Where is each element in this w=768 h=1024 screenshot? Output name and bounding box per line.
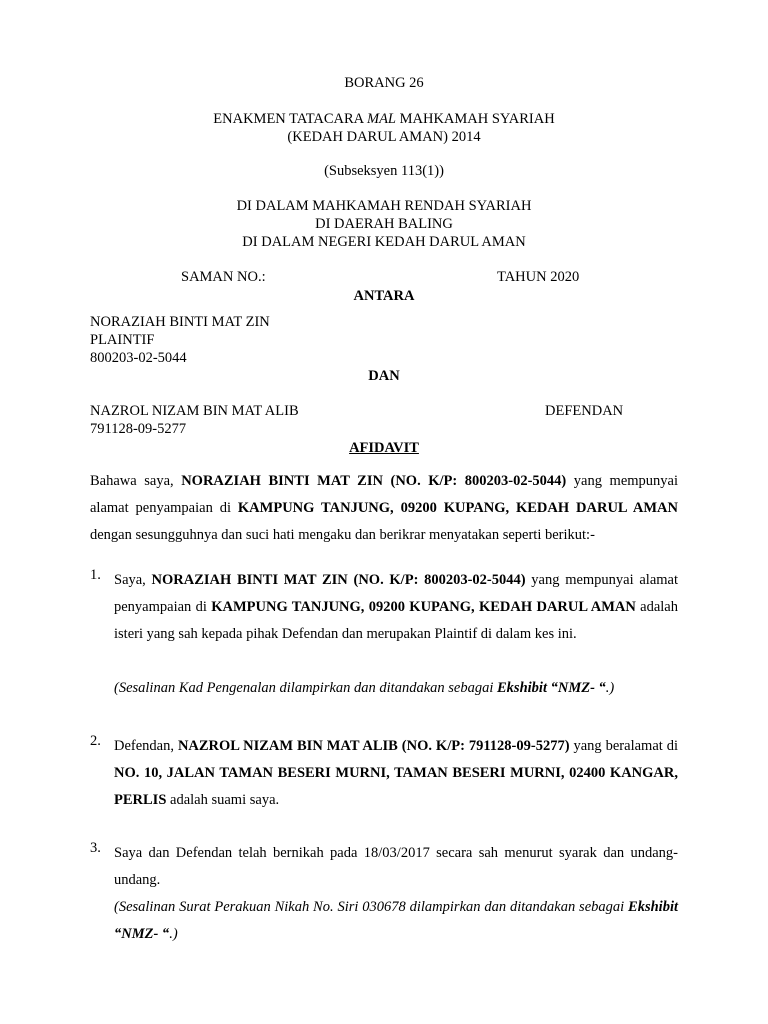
court-line-1: DI DALAM MAHKAMAH RENDAH SYARIAH [236,198,532,214]
enactment-state-year: (KEDAH DARUL AMAN) 2014 [287,129,481,145]
para-1-number: 1. [90,567,101,583]
year-label: TAHUN 2020 [497,269,580,285]
plaintiff-name: NORAZIAH BINTI MAT ZIN [90,314,270,330]
para-2-number: 2. [90,733,101,749]
defendant-role: DEFENDAN [545,403,624,419]
court-line-3: DI DALAM NEGERI KEDAH DARUL AMAN [242,234,526,250]
court-line-2: DI DAERAH BALING [315,216,453,232]
subsection: (Subseksyen 113(1)) [324,163,444,179]
summons-number-label: SAMAN NO.: [181,269,266,285]
defendant-name: NAZROL NIZAM BIN MAT ALIB [90,403,299,419]
para-1-text: Saya, NORAZIAH BINTI MAT ZIN (NO. K/P: 800203-02-5044) yang mempunyai alamat penyampaian di KAMPUNG TANJUNG, 09200 KUPANG, KEDAH DARUL AMAN adalah isteri yang sah kepada pihak Defendan dan merupakan Plaintif di dalam kes ini. [114,572,678,642]
affidavit-title: AFIDAVIT [349,440,419,456]
and-heading: DAN [368,368,400,384]
para-3-number: 3. [90,840,101,856]
plaintiff-ic: 800203-02-5044 [90,350,187,366]
para-3-exhibit-note: (Sesalinan Surat Perakuan Nikah No. Siri 030678 dilampirkan dan ditandakan sebagai Ekshibit “NMZ- “.) [114,899,678,942]
plaintiff-role: PLAINTIF [90,332,155,348]
between-heading: ANTARA [353,288,415,304]
enactment-title: ENAKMEN TATACARA MAL MAHKAMAH SYARIAH [213,111,555,127]
form-number: BORANG 26 [344,75,424,91]
para-3-text: Saya dan Defendan telah bernikah pada 18/03/2017 secara sah menurut syarak dan undang-undang. [114,845,678,888]
para-2-text: Defendan, NAZROL NIZAM BIN MAT ALIB (NO. K/P: 791128-09-5277) yang beralamat di NO. 10, JALAN TAMAN BESERI MURNI, TAMAN BESERI MURNI, 02400 KANGAR, PERLIS adalah suami saya. [114,738,679,808]
para-1-exhibit-note: (Sesalinan Kad Pengenalan dilampirkan dan ditandakan sebagai Ekshibit “NMZ- “.) [114,680,615,696]
intro-paragraph: Bahawa saya, NORAZIAH BINTI MAT ZIN (NO. K/P: 800203-02-5044) yang mempunyai alamat penyampaian di KAMPUNG TANJUNG, 09200 KUPANG, KEDAH DARUL AMAN dengan sesungguhnya dan suci hati mengaku dan berikrar menyatakan seperti berikut:- [90,473,678,543]
defendant-ic: 791128-09-5277 [90,421,187,437]
